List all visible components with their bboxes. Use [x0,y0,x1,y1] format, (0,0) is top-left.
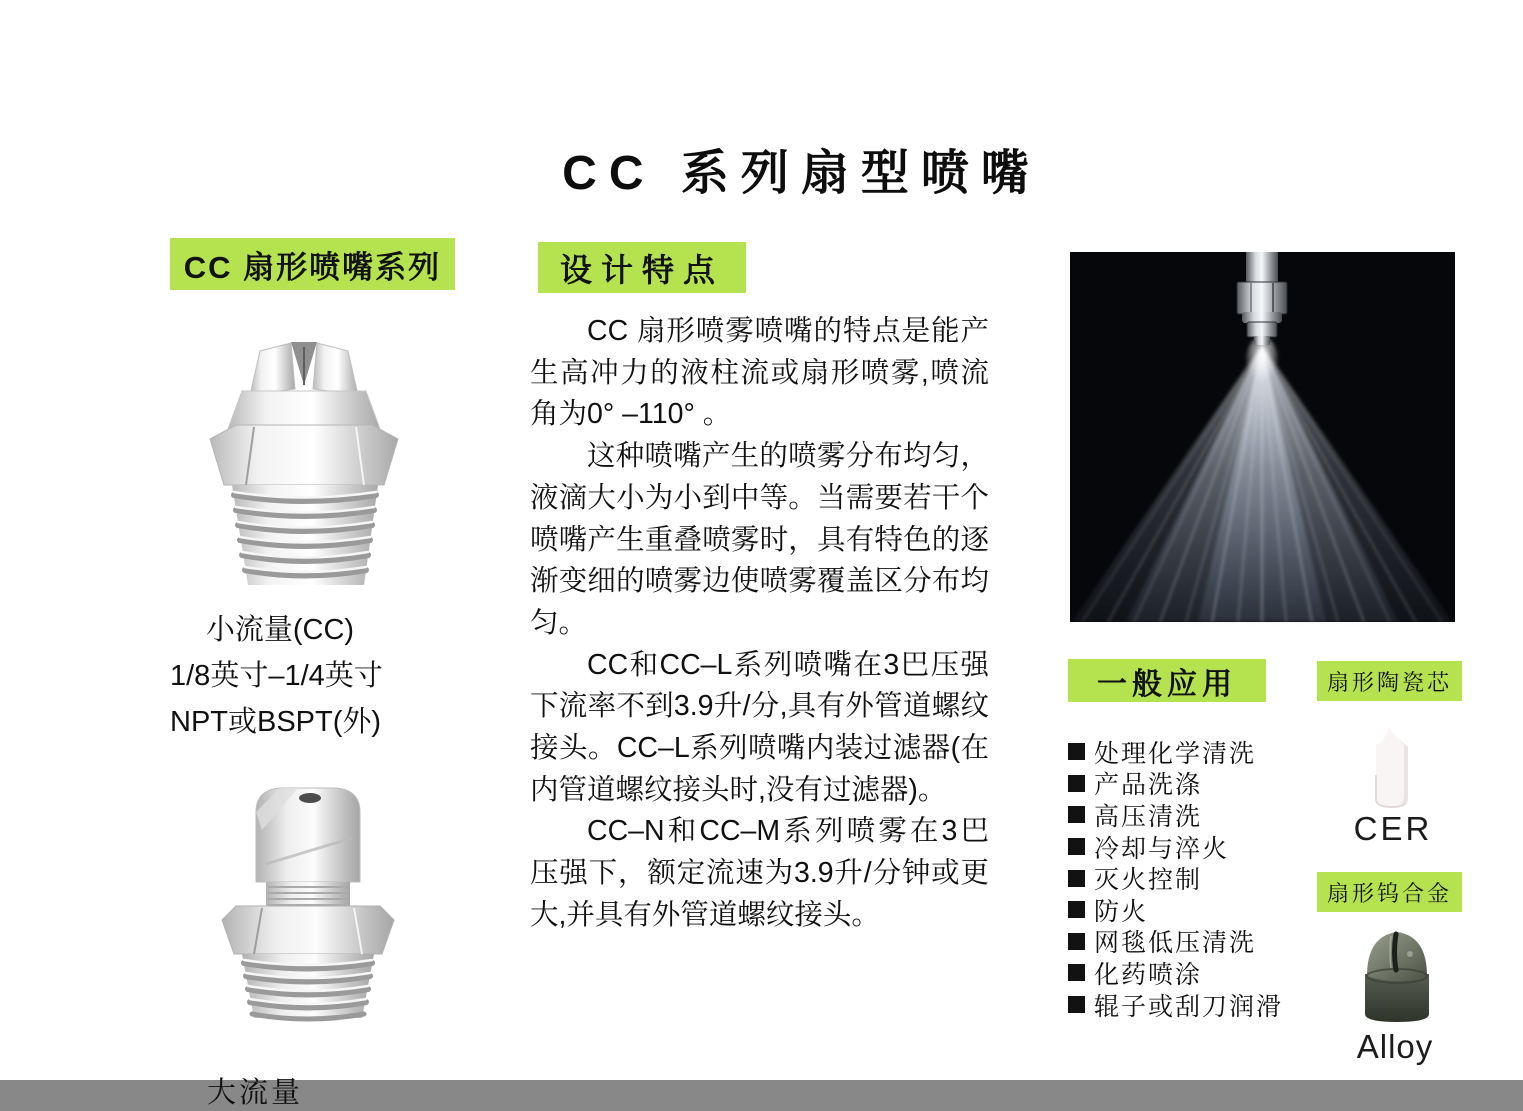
application-label: 网毯低压清洗 [1094,929,1257,958]
design-paragraph: CC和CC–L系列喷嘴在3巴压强下流率不到3.9升/分,具有外管道螺纹接头。CC–L系列喷嘴内装过滤器(在内管道螺纹接头时,没有过滤器)。 [530,648,989,806]
ceramic-core-photo [1352,715,1432,810]
square-bullet-icon [1068,933,1085,950]
large-capacity-nozzle-photo [202,778,414,1018]
ceramic-core-label: CER [1353,810,1433,847]
alloy-tip-photo [1352,924,1442,1024]
design-features-text [530,311,989,937]
application-label: 化药喷涂 [1094,960,1203,989]
square-bullet-icon [1068,870,1085,887]
design-paragraph: CC 扇形喷雾喷嘴的特点是能产生高冲力的液柱流或扇形喷雾,喷流角为0° –110° 。 [530,315,989,431]
application-item [1068,736,1328,768]
square-bullet-icon [1068,775,1085,792]
application-item [1068,768,1328,800]
application-label: 灭火控制 [1094,866,1203,895]
caption-size: 1/8英寸–1/4英寸 [170,660,383,692]
application-item [1068,799,1328,831]
square-bullet-icon [1068,901,1085,918]
caption-large-flow-partial: 大流量 [207,1077,304,1109]
application-label: 高压清洗 [1094,802,1203,831]
square-bullet-icon [1068,806,1085,823]
square-bullet-icon [1068,996,1085,1013]
page-title: CC 系列扇型喷嘴 [562,147,1041,200]
application-item [1068,926,1328,958]
square-bullet-icon [1068,743,1085,760]
series-header: CC 扇形喷嘴系列 [170,238,455,290]
application-item [1068,894,1328,926]
design-paragraph: 这种喷嘴产生的喷雾分布均匀，液滴大小为小到中等。当需要若干个喷嘴产生重叠喷雾时，具有特色的逐渐变细的喷雾边使喷雾覆盖区分布均匀。 [530,440,989,639]
nozzle-caption [170,607,390,745]
fan-spray-photo [1070,252,1455,622]
application-item [1068,989,1328,1021]
design-features-header: 设计特点 [538,242,746,293]
application-label: 处理化学清洗 [1094,739,1257,768]
applications-list [1068,736,1328,1020]
caption-thread: NPT或BSPT(外) [170,706,382,738]
small-capacity-nozzle-photo [198,335,410,587]
ceramic-core-header: 扇形陶瓷芯 [1317,661,1462,701]
design-paragraph: CC–N和CC–M系列喷雾在3巴压强下，额定流速为3.9升/分钟或更大,并具有外管道螺纹接头。 [530,815,989,931]
square-bullet-icon [1068,964,1085,981]
alloy-label: Alloy [1356,1028,1434,1065]
application-label: 防火 [1094,897,1149,926]
application-label: 产品洗涤 [1094,771,1203,800]
alloy-header: 扇形钨合金 [1317,872,1462,912]
application-label: 辊子或刮刀润滑 [1094,992,1284,1021]
application-item [1068,862,1328,894]
applications-header: 一般应用 [1068,659,1266,702]
application-item [1068,831,1328,863]
application-item [1068,957,1328,989]
caption-flow: 小流量(CC) [205,614,355,646]
square-bullet-icon [1068,838,1085,855]
application-label: 冷却与淬火 [1094,834,1230,863]
